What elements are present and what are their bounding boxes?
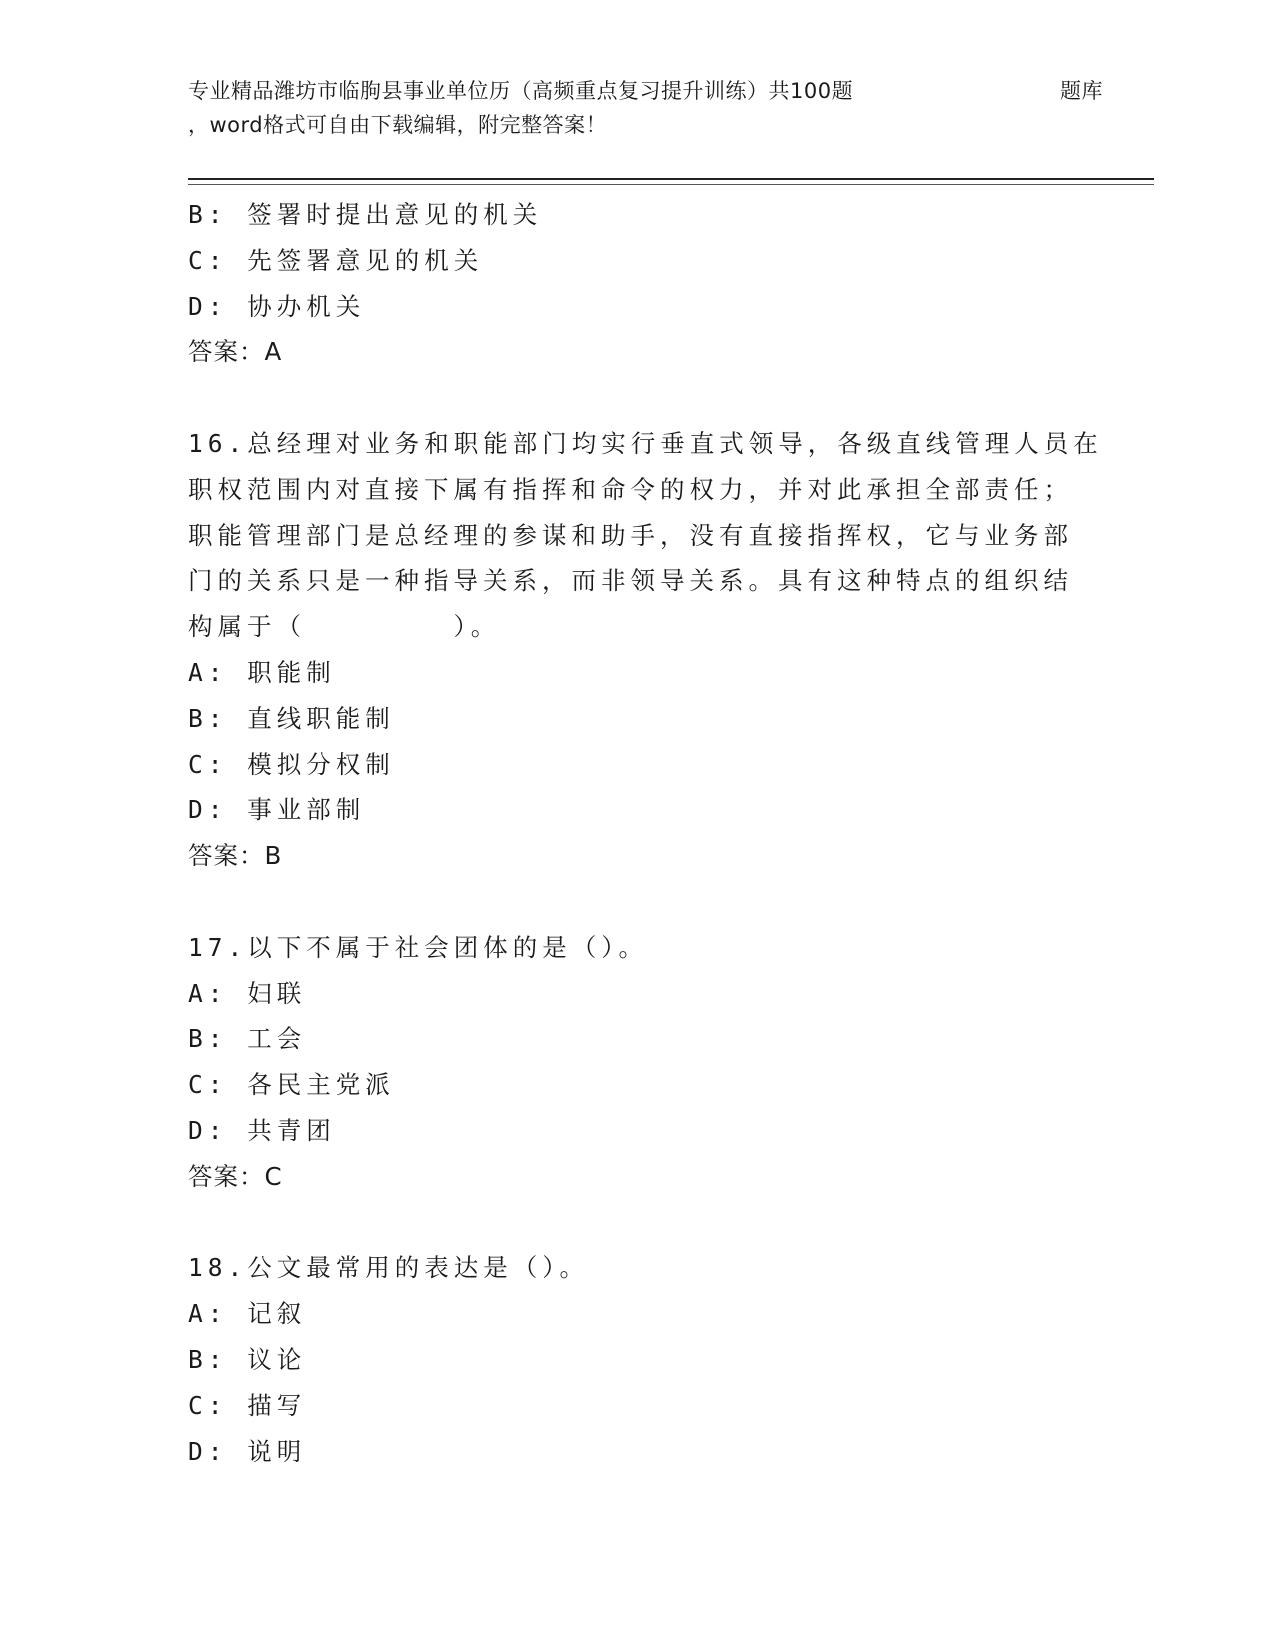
option-text: 描写: [247, 1390, 307, 1420]
option-text: 签署时提出意见的机关: [247, 200, 543, 229]
option-key: B:: [188, 1344, 228, 1374]
option-key: C:: [188, 1390, 228, 1420]
option-key: A:: [188, 1299, 228, 1329]
option-d: [188, 284, 1088, 330]
header-divider-thin: [188, 184, 1154, 185]
spacer: [188, 879, 1088, 925]
question-17-stem: 17.以下不属于社会团体的是（）。: [188, 932, 648, 962]
option-key: B:: [188, 1024, 228, 1054]
option-text: 直线职能制: [247, 703, 395, 733]
question-16-stem-line-4: 门的关系只是一种指导关系，而非领导关系。具有这种特点的组织结: [188, 566, 1073, 596]
answer-line: 答案：C: [188, 1161, 283, 1191]
question-16-stem-line-3: 职能管理部门是总经理的参谋和助手，没有直接指挥权，它与业务部: [188, 520, 1073, 550]
option-key: D:: [188, 795, 228, 825]
header-title: 专业精品潍坊市临朐县事业单位历（高频重点复习提升训练）共100题: [188, 79, 854, 103]
option-text: 工会: [247, 1024, 307, 1054]
option-text: 事业部制: [247, 795, 366, 825]
option-text: 说明: [247, 1436, 307, 1466]
option-text: 先签署意见的机关: [247, 245, 484, 275]
option-text: 妇联: [247, 978, 307, 1008]
option-key: A:: [188, 978, 228, 1008]
option-d: [188, 1108, 1088, 1154]
option-c: [188, 1062, 1088, 1108]
spacer: [188, 1200, 1088, 1246]
option-b: [188, 192, 1088, 238]
question-16-block: [188, 421, 1103, 879]
header-subtitle: ，word格式可自由下载编辑，附完整答案！: [188, 113, 608, 137]
question-16-stem-line-2: 职权范围内对直接下属有指挥和命令的权力，并对此承担全部责任；: [188, 474, 1073, 504]
question-18-block: [188, 1245, 1088, 1474]
option-key: A:: [188, 657, 228, 687]
option-key: B:: [188, 703, 228, 733]
option-a: [188, 971, 1088, 1017]
option-c: [188, 1383, 1088, 1429]
option-c: [188, 238, 1088, 284]
option-d: [188, 787, 1088, 833]
header-line-2: [188, 108, 1088, 142]
option-text: 职能制: [247, 657, 336, 687]
option-b: [188, 1016, 1088, 1062]
option-b: [188, 1337, 1088, 1383]
option-text: 记叙: [247, 1299, 307, 1329]
option-d: [188, 1429, 1088, 1475]
option-key: D:: [188, 1115, 228, 1145]
page-header: [188, 74, 1103, 142]
answer-line: 答案：A: [188, 337, 283, 367]
option-a: [188, 650, 1088, 696]
option-a: [188, 1291, 1088, 1337]
option-text: 协办机关: [247, 291, 366, 321]
header-divider-thick: [188, 178, 1154, 180]
option-text: 议论: [247, 1344, 307, 1374]
option-key: C:: [188, 245, 228, 275]
question-16-stem-line-1: 16.总经理对业务和职能部门均实行垂直式领导，各级直线管理人员在: [188, 428, 1103, 458]
header-line-1: [188, 74, 1103, 108]
question-18-stem: 18.公文最常用的表达是（）。: [188, 1253, 589, 1283]
spacer: [188, 375, 1088, 421]
option-text: 模拟分权制: [247, 749, 395, 779]
option-text: 共青团: [247, 1115, 336, 1145]
option-key: B:: [188, 200, 228, 229]
prev-question-block: [188, 192, 1088, 375]
question-17-block: [188, 925, 1088, 1200]
option-key: D:: [188, 1436, 228, 1466]
option-key: C:: [188, 1070, 228, 1100]
header-suffix: 题库: [1060, 79, 1103, 103]
question-16-stem-line-5: 构属于（ ）。: [188, 612, 501, 642]
option-b: [188, 696, 1088, 742]
option-text: 各民主党派: [247, 1070, 395, 1100]
answer-line: 答案：B: [188, 841, 283, 871]
option-key: C:: [188, 749, 228, 779]
option-c: [188, 742, 1088, 788]
option-key: D:: [188, 291, 228, 321]
question-content: [188, 192, 1103, 1474]
